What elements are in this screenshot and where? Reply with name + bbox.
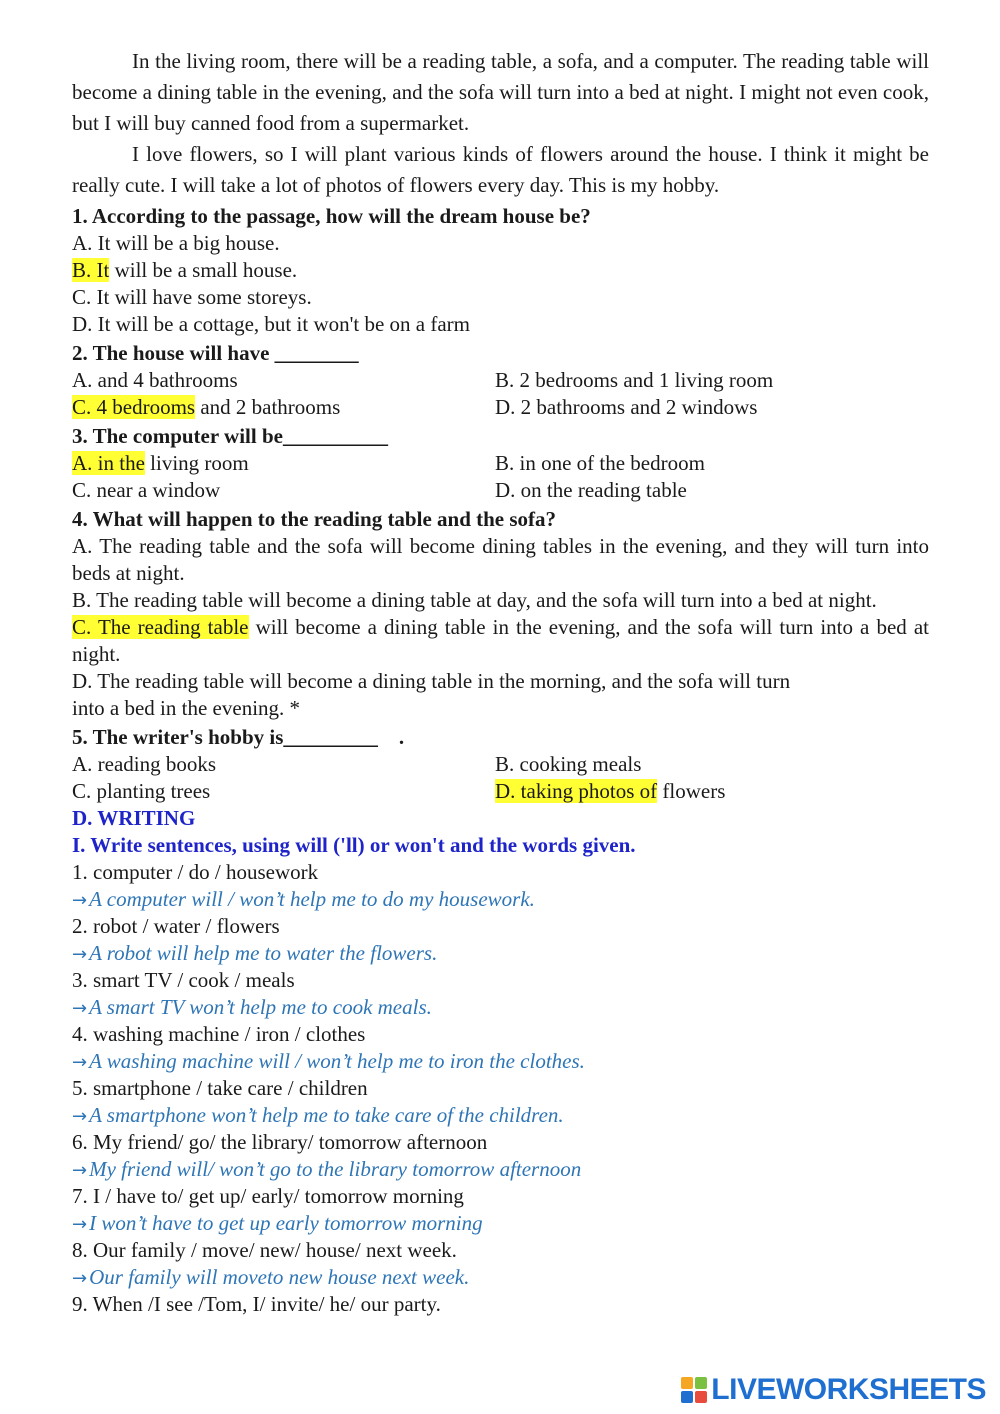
question-4: 4. What will happen to the reading table and the sofa? — [72, 507, 557, 531]
arrow-icon: → — [72, 890, 88, 911]
writing-answer — [72, 1210, 929, 1237]
option-text: flowers — [657, 779, 726, 803]
writing-prompt: 2. robot / water / flowers — [72, 914, 280, 938]
writing-prompt: 9. When /I see /Tom, I/ invite/ he/ our party. — [72, 1292, 441, 1316]
q4-option-d-continued: into a bed in the evening. * — [72, 696, 301, 720]
logo-square — [681, 1391, 693, 1403]
question-1: 1. According to the passage, how will the dream house be? — [72, 204, 591, 228]
answer-text: A robot will help me to water the flowers. — [89, 941, 438, 965]
q5-option-b: B. cooking meals — [495, 752, 642, 776]
writing-prompt: 1. computer / do / housework — [72, 860, 319, 884]
arrow-icon: → — [72, 1214, 88, 1235]
q4-option-c — [72, 614, 929, 668]
writing-prompt: 6. My friend/ go/ the library/ tomorrow afternoon — [72, 1130, 488, 1154]
passage-paragraph: In the living room, there will be a reading table, a sofa, and a computer. The reading table will become a dining table in the evening, and the sofa will turn into a bed at night. I might not even cook, but I will buy canned food from a supermarket. — [72, 49, 929, 135]
arrow-icon: → — [72, 1268, 88, 1289]
answer-text: My friend will/ won’t go to the library tomorrow afternoon — [89, 1157, 582, 1181]
q1-option-b — [72, 257, 929, 284]
writing-prompt: 7. I / have to/ get up/ early/ tomorrow morning — [72, 1184, 464, 1208]
logo-square — [695, 1377, 707, 1389]
q4-option-b: B. The reading table will become a dining table at day, and the sofa will turn into a bed at night. — [72, 588, 877, 612]
answer-highlight: B. It — [72, 258, 110, 282]
answer-text: A smart TV won’t help me to cook meals. — [89, 995, 432, 1019]
answer-text: A washing machine will / won’t help me to iron the clothes. — [89, 1049, 585, 1073]
q3-options-row — [72, 450, 929, 477]
q3-option-b: B. in one of the bedroom — [495, 451, 705, 475]
worksheet-page — [72, 46, 929, 1318]
option-text: living room — [144, 451, 249, 475]
answer-highlight: A. in the — [72, 451, 145, 475]
answer-highlight: C. 4 bedrooms — [72, 395, 196, 419]
section-title: D. WRITING — [72, 806, 196, 830]
answer-text: Our family will moveto new house next week. — [89, 1265, 470, 1289]
writing-answer — [72, 1156, 929, 1183]
writing-answer — [72, 1048, 929, 1075]
writing-prompt: 5. smartphone / take care / children — [72, 1076, 368, 1100]
q3-option-a — [72, 450, 495, 477]
q2-option-b: B. 2 bedrooms and 1 living room — [495, 368, 774, 392]
writing-answer — [72, 1102, 929, 1129]
writing-answer — [72, 1264, 929, 1291]
q3-option-d: D. on the reading table — [495, 478, 687, 502]
answer-text: I won’t have to get up early tomorrow morning — [89, 1211, 483, 1235]
q3-option-c: C. near a window — [72, 478, 221, 502]
q1-option-d: D. It will be a cottage, but it won't be on a farm — [72, 312, 471, 336]
answer-text: A smartphone won’t help me to take care of the children. — [89, 1103, 564, 1127]
arrow-icon: → — [72, 944, 88, 965]
writing-answer — [72, 886, 929, 913]
q4-option-a: A. The reading table and the sofa will become dining tables in the evening, and they will turn into beds at night. — [72, 534, 929, 585]
writing-prompt: 3. smart TV / cook / meals — [72, 968, 295, 992]
option-text: and 2 bathrooms — [195, 395, 341, 419]
option-text: will be a small house. — [109, 258, 298, 282]
arrow-icon: → — [72, 1052, 88, 1073]
q2-options-row — [72, 394, 929, 421]
q2-option-c — [72, 394, 495, 421]
q5-option-c: C. planting trees — [72, 779, 211, 803]
logo-text: LIVEWORKSHEETS — [711, 1373, 986, 1406]
q5-options-row — [72, 751, 929, 778]
liveworksheets-logo[interactable] — [681, 1374, 986, 1406]
question-3: 3. The computer will be__________ — [72, 424, 388, 448]
question-5: 5. The writer's hobby is_________ . — [72, 725, 405, 749]
logo-mark-icon — [681, 1377, 707, 1403]
question-2: 2. The house will have ________ — [72, 341, 359, 365]
arrow-icon: → — [72, 1160, 88, 1181]
logo-square — [681, 1377, 693, 1389]
option-text: will become a dining table in the evening, and the sofa will turn into a bed at night. — [72, 615, 929, 666]
arrow-icon: → — [72, 998, 88, 1019]
q5-options-row — [72, 778, 929, 805]
q2-options-row — [72, 367, 929, 394]
writing-exercises — [72, 859, 929, 1318]
writing-prompt: 8. Our family / move/ new/ house/ next week. — [72, 1238, 457, 1262]
q2-option-a: A. and 4 bathrooms — [72, 368, 238, 392]
q3-options-row — [72, 477, 929, 504]
arrow-icon: → — [72, 1106, 88, 1127]
q2-option-d: D. 2 bathrooms and 2 windows — [495, 395, 758, 419]
q5-option-d — [495, 778, 725, 805]
answer-text: A computer will / won’t help me to do my housework. — [89, 887, 535, 911]
q1-option-a: A. It will be a big house. — [72, 231, 280, 255]
writing-answer — [72, 940, 929, 967]
writing-prompt: 4. washing machine / iron / clothes — [72, 1022, 366, 1046]
answer-highlight: D. taking photos of — [495, 779, 658, 803]
q5-option-a: A. reading books — [72, 752, 217, 776]
q4-option-d: D. The reading table will become a dining table in the morning, and the sofa will turn — [72, 669, 791, 693]
writing-answer — [72, 994, 929, 1021]
answer-highlight: C. The reading table — [72, 615, 249, 639]
q1-option-c: C. It will have some storeys. — [72, 285, 312, 309]
exercise-title: I. Write sentences, using will ('ll) or won't and the words given. — [72, 833, 636, 857]
passage-paragraph: I love flowers, so I will plant various kinds of flowers around the house. I think it might be really cute. I will take a lot of photos of flowers every day. This is my hobby. — [72, 142, 929, 197]
logo-square — [695, 1391, 707, 1403]
